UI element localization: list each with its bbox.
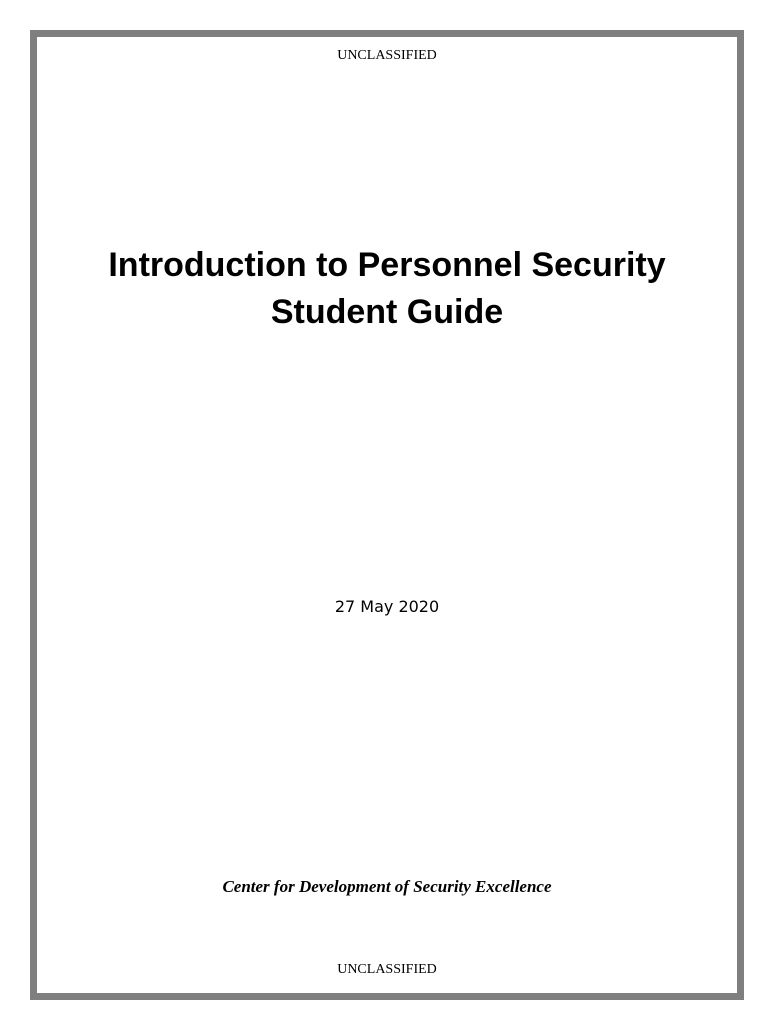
header-classification-marking: UNCLASSIFIED xyxy=(337,48,437,63)
document-date: 27 May 2020 xyxy=(334,597,440,616)
title-line-2: Student Guide xyxy=(270,293,504,331)
document-page xyxy=(30,30,744,1000)
footer-classification-marking: UNCLASSIFIED xyxy=(337,962,437,977)
document-title xyxy=(37,242,737,336)
title-line-1: Introduction to Personnel Security xyxy=(108,246,666,284)
organization-name: Center for Development of Security Excellence xyxy=(222,877,552,896)
